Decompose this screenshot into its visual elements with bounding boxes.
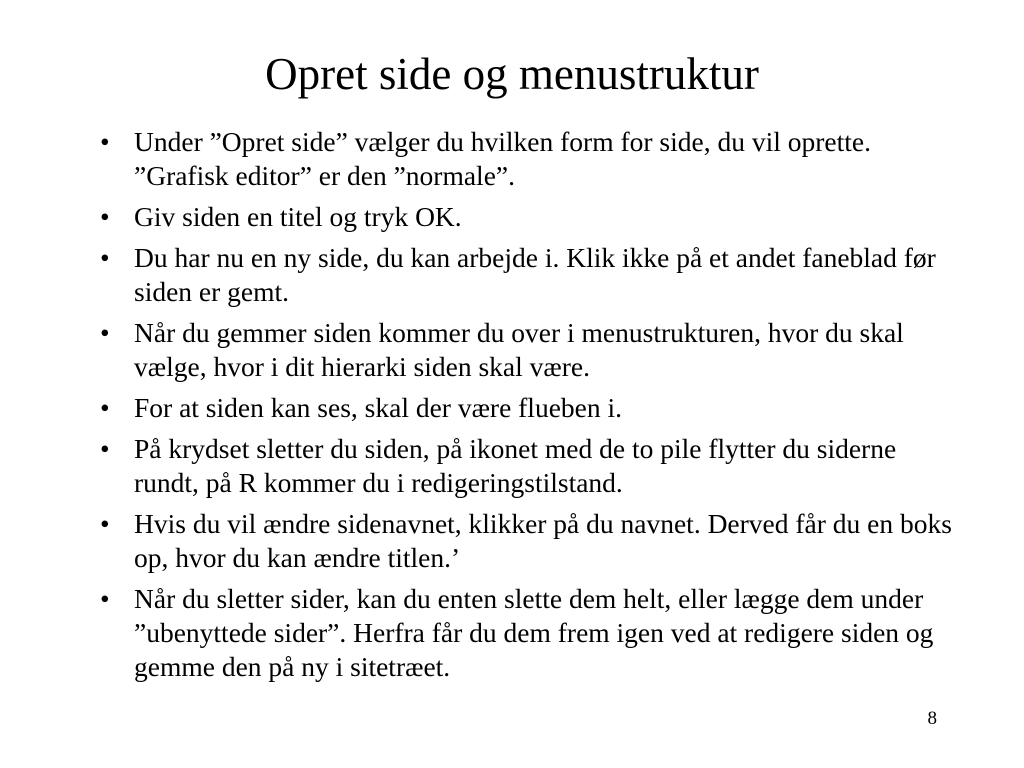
bullet-text: Du har nu en ny side, du kan arbejde i. Klik ikke på et andet faneblad før siden er gemt. — [134, 242, 936, 307]
bullet-item — [92, 391, 952, 425]
page-number: 8 — [927, 708, 937, 729]
bullet-dot-icon: • — [100, 242, 110, 273]
bullet-dot-icon: • — [100, 392, 110, 423]
bullet-item — [92, 241, 952, 309]
bullet-dot-icon: • — [100, 201, 110, 232]
bullet-dot-icon: • — [100, 508, 110, 539]
bullet-text: Under ”Opret side” vælger du hvilken form for side, du vil oprette. ”Grafisk editor” er den ”normale”. — [134, 126, 871, 191]
bullet-dot-icon: • — [100, 433, 110, 464]
bullet-item — [92, 432, 952, 500]
bullet-item — [92, 200, 952, 234]
bullet-dot-icon: • — [100, 317, 110, 348]
slide-title: Opret side og menustruktur — [265, 49, 759, 99]
bullet-text: På krydset sletter du siden, på ikonet med de to pile flytter du siderne rundt, på R kommer du i redigeringstilstand. — [134, 433, 897, 498]
bullet-dot-icon: • — [100, 583, 110, 614]
bullet-text: For at siden kan ses, skal der være flueben i. — [134, 392, 623, 423]
bullet-text: Giv siden en titel og tryk OK. — [134, 201, 462, 232]
bullet-item — [92, 125, 952, 193]
bullet-item — [92, 507, 952, 575]
bullet-text: Når du gemmer siden kommer du over i menustrukturen, hvor du skal vælge, hvor i dit hierarki siden skal være. — [134, 317, 904, 382]
bullet-item — [92, 316, 952, 384]
bullet-dot-icon: • — [100, 126, 110, 157]
bullet-text: Når du sletter sider, kan du enten slette dem helt, eller lægge dem under ”ubenyttede sider”. Herfra får du dem frem igen ved at redigere siden og gemme den på ny i sitetræet. — [134, 583, 934, 682]
bullet-list — [92, 125, 952, 691]
bullet-text: Hvis du vil ændre sidenavnet, klikker på du navnet. Derved får du en boks op, hvor du kan ændre titlen.’ — [134, 508, 952, 573]
bullet-item — [92, 582, 952, 684]
